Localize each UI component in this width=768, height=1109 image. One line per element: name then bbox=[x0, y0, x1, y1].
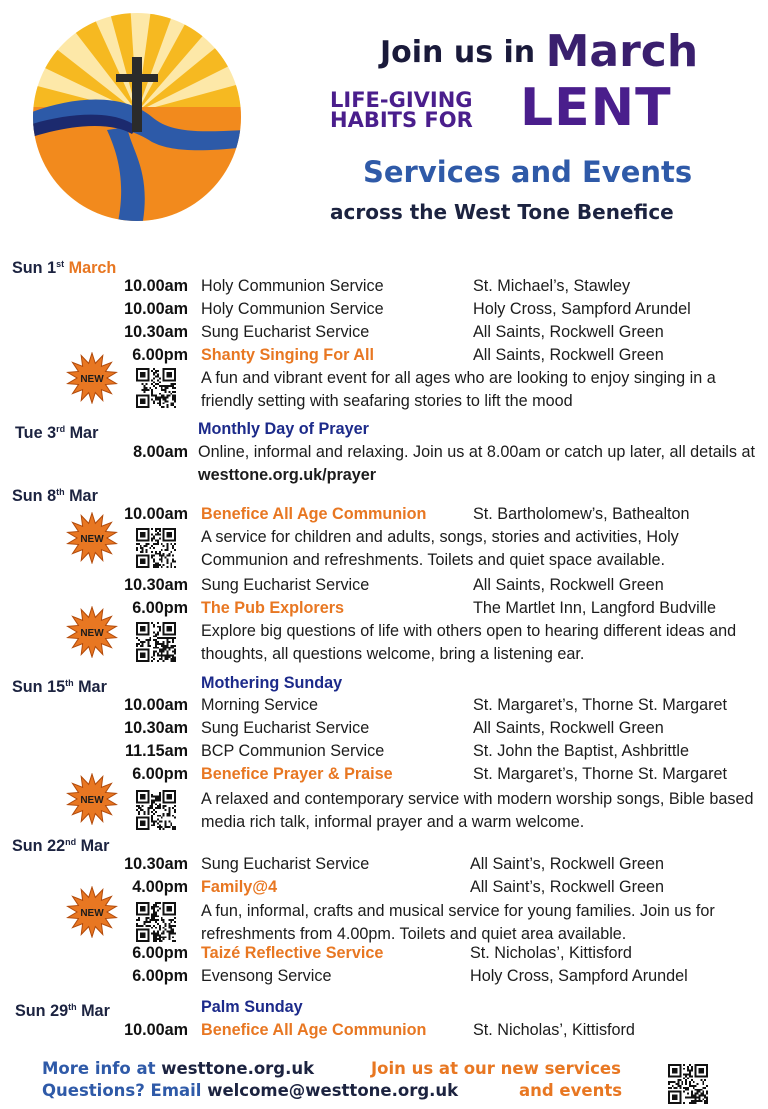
lent-line-1: LIFE-GIVING bbox=[330, 88, 473, 112]
event-row: 10.00am Holy Communion Service St. Michael’s, Stawley bbox=[124, 277, 631, 295]
event-row: 10.30am Sung Eucharist Service All Saints, Rockwell Green bbox=[124, 323, 664, 341]
join-month: March bbox=[545, 26, 699, 77]
join-prefix: Join us in bbox=[380, 35, 536, 70]
new-badge-label: NEW bbox=[80, 908, 104, 919]
prayer-link[interactable]: westtone.org.uk/prayer bbox=[198, 465, 377, 484]
day-heading-sun-22: Sun 22nd Mar bbox=[12, 837, 110, 855]
event-row: 8.00am bbox=[133, 443, 188, 461]
qr-code[interactable] bbox=[136, 622, 176, 662]
event-row: 10.30am Sung Eucharist Service All Saint’s, Rockwell Green bbox=[124, 855, 665, 873]
starburst-icon bbox=[66, 352, 118, 404]
qr-code-icon bbox=[136, 790, 176, 830]
prayer-description: Online, informal and relaxing. Join us at 8.00am or catch up later, all details at westtone.org.uk/prayer bbox=[198, 443, 755, 484]
day-title: Mothering Sunday bbox=[201, 674, 343, 692]
starburst-icon bbox=[66, 512, 118, 564]
event-row: 6.00pm Benefice Prayer & Praise St. Margaret’s, Thorne St. Margaret bbox=[132, 765, 728, 783]
event-row: 10.30am Sung Eucharist Service All Saints, Rockwell Green bbox=[124, 576, 664, 594]
new-badge bbox=[66, 352, 118, 404]
day-heading-tue-3: Tue 3rd Mar Monthly Day of Prayer bbox=[15, 420, 369, 442]
new-badge bbox=[66, 606, 118, 658]
qr-code-icon bbox=[136, 368, 176, 408]
day-heading-sun-15: Sun 15th Mar Mothering Sunday bbox=[12, 674, 343, 696]
benefice-subheading: across the West Tone Benefice bbox=[330, 200, 674, 224]
new-badge-label: NEW bbox=[80, 795, 104, 806]
event-row: 10.00am Holy Communion Service Holy Cross, Sampford Arundel bbox=[124, 300, 691, 318]
day-heading-sun-29: Sun 29th Mar Palm Sunday bbox=[15, 998, 303, 1020]
join-us-heading bbox=[380, 22, 699, 77]
new-badge-label: NEW bbox=[80, 534, 104, 545]
footer-info: More info at westtone.org.uk bbox=[42, 1059, 315, 1078]
pub-description: Explore big questions of life with others open to hearing different ideas and thoughts, all questions welcome, bring a listening ear. bbox=[201, 622, 737, 663]
footer-website-link[interactable]: westtone.org.uk bbox=[161, 1059, 315, 1078]
qr-code[interactable] bbox=[136, 902, 176, 942]
starburst-icon bbox=[66, 606, 118, 658]
footer-join-line-1: Join us at our new services bbox=[371, 1059, 621, 1078]
footer-email-link[interactable]: welcome@westtone.org.uk bbox=[207, 1081, 459, 1100]
lent-word: LENT bbox=[520, 78, 672, 138]
services-events-heading: Services and Events bbox=[363, 155, 693, 189]
lent-line-2: HABITS FOR bbox=[330, 108, 473, 132]
day-title: Palm Sunday bbox=[201, 998, 303, 1016]
benefice-logo bbox=[32, 12, 242, 222]
new-badge bbox=[66, 886, 118, 938]
new-badge bbox=[66, 512, 118, 564]
event-row: 10.30am Sung Eucharist Service All Saints, Rockwell Green bbox=[124, 719, 664, 737]
event-row: 6.00pm Taizé Reflective Service St. Nicholas’, Kittisford bbox=[132, 944, 632, 962]
event-row: 4.00pm Family@4 All Saint’s, Rockwell Green bbox=[132, 878, 665, 896]
qr-code[interactable] bbox=[136, 528, 176, 568]
qr-code-footer[interactable] bbox=[668, 1064, 708, 1104]
shanty-description: A fun and vibrant event for all ages who are looking to enjoy singing in a friendly setting with seafaring stories to lift the mood bbox=[201, 369, 716, 410]
event-row: 10.00am Morning Service St. Margaret’s, Thorne St. Margaret bbox=[124, 696, 728, 714]
event-row: 11.15am BCP Communion Service St. John the Baptist, Ashbrittle bbox=[124, 742, 689, 760]
new-badge-label: NEW bbox=[80, 628, 104, 639]
qr-code-icon bbox=[136, 622, 176, 662]
qr-code-icon bbox=[136, 902, 176, 942]
event-row: 6.00pm The Pub Explorers The Martlet Inn, Langford Budville bbox=[132, 599, 716, 617]
qr-code[interactable] bbox=[136, 790, 176, 830]
day-heading-sun-1: Sun 1st March bbox=[12, 259, 117, 277]
starburst-icon bbox=[66, 773, 118, 825]
family-description: A fun, informal, crafts and musical service for young families. Join us for refreshments from 4.00pm. Toilets and quiet area available. bbox=[201, 902, 715, 943]
allage-description: A service for children and adults, songs, stories and activities, Holy Communion and refreshments. Toilets and quiet space available. bbox=[201, 528, 679, 569]
qr-code-icon bbox=[136, 528, 176, 568]
day-title: Monthly Day of Prayer bbox=[198, 420, 369, 438]
starburst-icon bbox=[66, 886, 118, 938]
qr-code-icon bbox=[668, 1064, 708, 1104]
event-row: 10.00am Benefice All Age Communion St. Nicholas’, Kittisford bbox=[124, 1021, 635, 1039]
event-row: 6.00pm Evensong Service Holy Cross, Sampford Arundel bbox=[132, 967, 688, 985]
qr-code[interactable] bbox=[136, 368, 176, 408]
praise-description: A relaxed and contemporary service with modern worship songs, Bible based media rich talk, informal prayer and a warm welcome. bbox=[201, 790, 754, 831]
footer-questions: Questions? Email welcome@westtone.org.uk bbox=[42, 1081, 459, 1100]
footer-join-line-2: and events bbox=[519, 1081, 623, 1100]
new-badge bbox=[66, 773, 118, 825]
event-row: 6.00pm Shanty Singing For All All Saints, Rockwell Green bbox=[132, 346, 664, 364]
new-badge-label: NEW bbox=[80, 374, 104, 385]
event-row: 10.00am Benefice All Age Communion St. Bartholomew’s, Bathealton bbox=[124, 505, 690, 523]
day-heading-sun-8: Sun 8th Mar bbox=[12, 487, 98, 505]
